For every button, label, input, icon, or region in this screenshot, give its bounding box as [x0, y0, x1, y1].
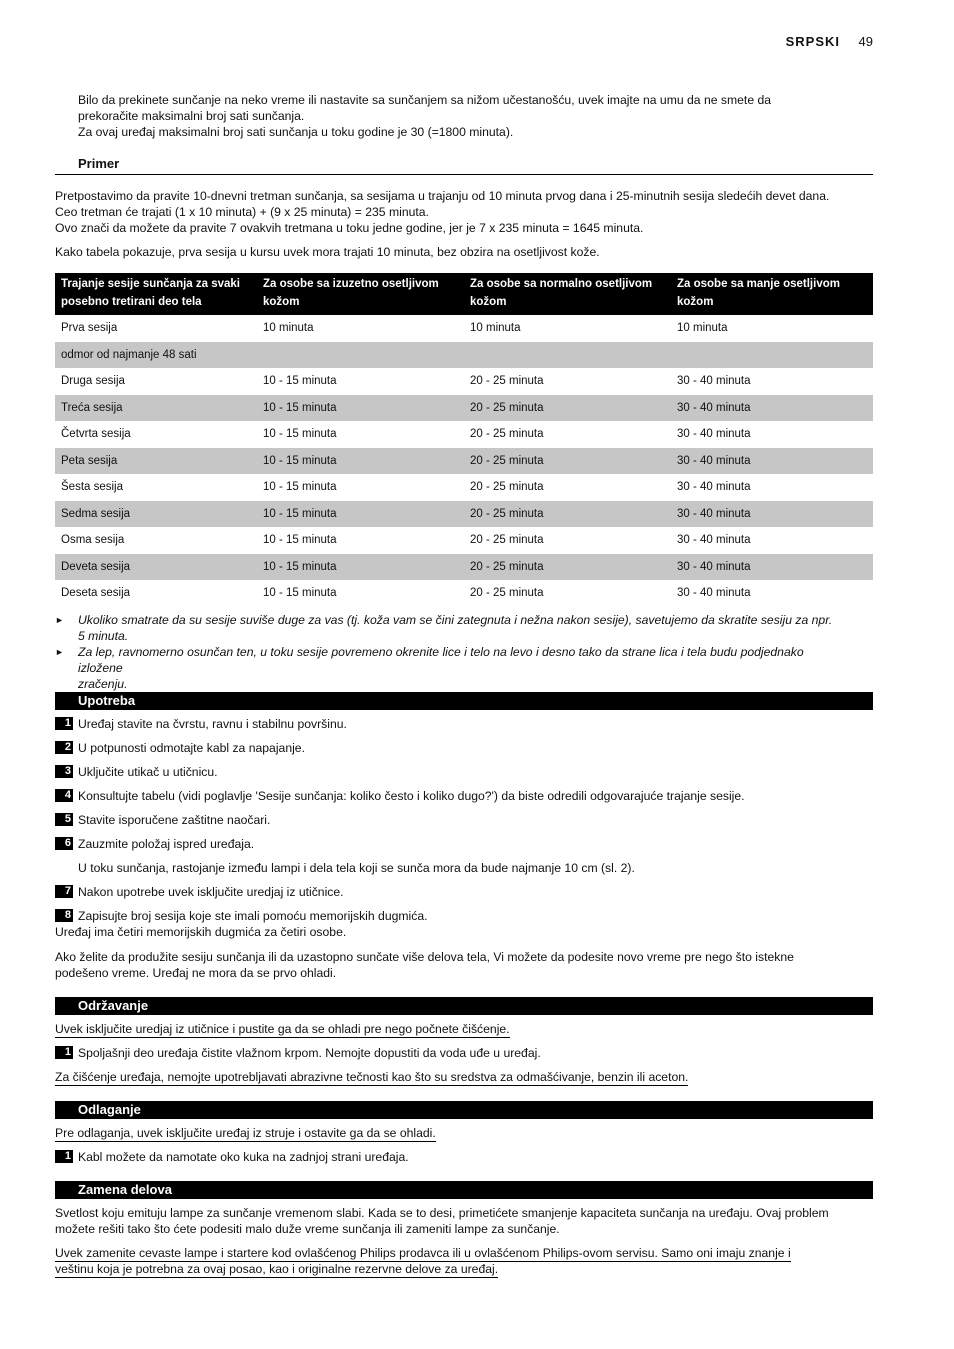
- step-text: Nakon upotrebe uvek isključite uredjaj iz utičnice.: [78, 885, 344, 899]
- usage-line: podešeno vreme. Uređaj ne mora da se prvo ohladi.: [55, 966, 337, 980]
- maintenance-heading: Održavanje: [78, 998, 149, 1013]
- replacement-warning: [55, 1245, 873, 1277]
- intro-paragraph: [78, 92, 858, 140]
- page-number: 49: [858, 34, 873, 49]
- usage-heading-bar: [55, 692, 873, 710]
- table-header-cell: Za osobe sa manje osetljivom kožom: [671, 273, 873, 315]
- table-cell: 30 - 40 minuta: [671, 554, 873, 581]
- table-cell: Treća sesija: [55, 395, 257, 422]
- step-text: Kabl možete da namotate oko kuka na zadnjoj strani uređaja.: [78, 1150, 409, 1164]
- table-cell: Prva sesija: [61, 322, 118, 335]
- table-cell: 10 - 15 minuta: [257, 395, 464, 422]
- table-cell: 20 - 25 minuta: [470, 375, 544, 388]
- tip-text: [78, 644, 848, 692]
- table-row: [55, 501, 873, 528]
- step-number: 6: [55, 837, 73, 850]
- table-cell: 20 - 25 minuta: [470, 587, 544, 600]
- table-cell: Šesta sesija: [61, 481, 124, 494]
- usage-step: [55, 908, 865, 924]
- language-label: SRPSKI: [785, 34, 840, 49]
- table-row: [55, 368, 873, 395]
- replacement-heading-bar: [55, 1181, 873, 1199]
- intro-line: prekoračite maksimalni broj sati sunčanja.: [78, 109, 305, 123]
- step-number: 1: [55, 717, 73, 730]
- table-cell: 10 - 15 minuta: [257, 554, 464, 581]
- table-cell: 20 - 25 minuta: [464, 448, 671, 475]
- tip-line: 5 minuta.: [78, 629, 129, 643]
- table-row: [55, 448, 873, 475]
- maintenance-heading-bar: [55, 997, 873, 1015]
- table-row: [55, 554, 873, 581]
- warning-text: veštinu koja je potrebna za ovaj posao, kao i originalne rezervne delove za uređaj.: [55, 1262, 499, 1276]
- table-row: [55, 527, 873, 554]
- step-text: Uključite utikač u utičnicu.: [78, 765, 218, 779]
- table-cell: 30 - 40 minuta: [671, 395, 873, 422]
- disposal-heading: Odlaganje: [78, 1102, 141, 1117]
- step-text: Stavite isporučene zaštitne naočari.: [78, 813, 271, 827]
- step-number: 3: [55, 765, 73, 778]
- table-cell: Sedma sesija: [55, 501, 257, 528]
- step-text: Spoljašnji deo uređaja čistite vlažnom krpom. Nemojte dopustiti da voda uđe u uređaj.: [78, 1046, 541, 1060]
- bullet-arrow-icon: ►: [55, 647, 64, 657]
- replacement-heading: Zamena delova: [78, 1182, 172, 1197]
- table-cell: 30 - 40 minuta: [671, 501, 873, 528]
- usage-step: [55, 884, 865, 900]
- step-text: Zapisujte broj sesija koje ste imali pomoću memorijskih dugmića.: [78, 909, 428, 923]
- example-line: Ceo tretman će trajati (1 x 10 minuta) + (9 x 25 minuta) = 235 minuta.: [55, 205, 429, 219]
- warning-text: Za čišćenje uređaja, nemojte upotrebljavati abrazivne tečnosti kao što su sredstva za odmašćivanje, benzin ili aceton.: [55, 1070, 689, 1084]
- table-cell: 10 minuta: [677, 322, 728, 335]
- table-cell: Deveta sesija: [55, 554, 257, 581]
- intro-line: Za ovaj uređaj maksimalni broj sati sunčanja u toku godine je 30 (=1800 minuta).: [78, 125, 514, 139]
- table-cell: 30 - 40 minuta: [677, 587, 751, 600]
- usage-step: [55, 812, 865, 828]
- warning-text: Uvek isključite uredjaj iz utičnice i pustite ga da se ohladi pre nego počnete čišćenje.: [55, 1022, 510, 1036]
- step-note: Uređaj ima četiri memorijskih dugmića za četiri osobe.: [55, 925, 347, 939]
- step-number: 2: [55, 741, 73, 754]
- step-number: 4: [55, 789, 73, 802]
- table-cell: 30 - 40 minuta: [677, 375, 751, 388]
- step-number: 1: [55, 1150, 73, 1163]
- table-row: [55, 395, 873, 422]
- replacement-line: Svetlost koju emituju lampe za sunčanje vremenom slabi. Kada se to desi, primetićete smanjenje kapaciteta sunčanja na uređaju. Ovaj problem: [55, 1206, 829, 1220]
- disposal-step: [55, 1149, 865, 1165]
- table-cell: odmor od najmanje 48 sati: [55, 342, 873, 369]
- step-note: U toku sunčanja, rastojanje između lampi i dela tela koji se sunča mora da bude najmanje 10 cm (sl. 2).: [78, 861, 635, 875]
- table-header-cell: Za osobe sa normalno osetljivom kožom: [464, 273, 671, 315]
- table-cell: 10 minuta: [263, 322, 314, 335]
- step-text: Uređaj stavite na čvrstu, ravnu i stabilnu površinu.: [78, 717, 347, 731]
- example-line: Pretpostavimo da pravite 10-dnevni tretman sunčanja, sa sesijama u trajanju od 10 minuta prvog dana i 25-minutnih sesija sledećih devet dana.: [55, 189, 830, 203]
- tip-line: zračenju.: [78, 677, 128, 691]
- usage-heading: Upotreba: [78, 693, 136, 708]
- step-text: Zauzmite položaj ispred uređaja.: [78, 837, 255, 851]
- table-row: [55, 474, 873, 501]
- table-cell: 10 - 15 minuta: [263, 534, 337, 547]
- table-cell: 20 - 25 minuta: [464, 501, 671, 528]
- example-heading: Primer: [78, 156, 120, 171]
- table-row: [55, 342, 873, 369]
- section-divider: [55, 174, 873, 175]
- tip-text: [78, 612, 848, 644]
- table-header-cell: Trajanje sesije sunčanja za svaki posebno tretirani deo tela: [55, 273, 257, 315]
- maintenance-step: [55, 1045, 865, 1061]
- step-text: Konsultujte tabelu (vidi poglavlje 'Sesije sunčanja: koliko često i koliko dugo?') da biste odredili odgovarajuće trajanje sesije.: [78, 789, 745, 803]
- disposal-warning: [55, 1125, 873, 1141]
- table-cell: 30 - 40 minuta: [671, 448, 873, 475]
- replacement-line: možete rešiti tako što ćete podesiti malo duže vreme sunčanja ili zameniti lampe za sunčanje.: [55, 1222, 560, 1236]
- usage-step: [55, 764, 865, 780]
- step-number: 7: [55, 885, 73, 898]
- usage-step: [55, 740, 865, 756]
- table-cell: 10 - 15 minuta: [263, 481, 337, 494]
- table-cell: 10 - 15 minuta: [263, 587, 337, 600]
- usage-paragraph: [55, 949, 855, 981]
- tip-line: Za lep, ravnomerno osunčan ten, u toku sesije povremeno okrenite lice i telo na levo i desno tako da strane lica i tela budu podjednako izložene: [78, 645, 804, 675]
- table-cell: 20 - 25 minuta: [464, 554, 671, 581]
- tip-line: Ukoliko smatrate da su sesije suviše duge za vas (tj. koža vam se čini zategnuta i nežna nakon sesije), savetujemo da skratite sesiju za npr.: [78, 613, 833, 627]
- table-cell: 10 - 15 minuta: [257, 501, 464, 528]
- table-cell: 10 - 15 minuta: [263, 428, 337, 441]
- bullet-arrow-icon: ►: [55, 615, 64, 625]
- table-cell: 20 - 25 minuta: [470, 481, 544, 494]
- warning-text: Pre odlaganja, uvek isključite uređaj iz struje i ostavite ga da se ohladi.: [55, 1126, 436, 1140]
- maintenance-warning: [55, 1069, 873, 1085]
- example-paragraph: [55, 188, 885, 236]
- example-line: Ovo znači da možete da pravite 7 ovakvih tretmana u toku jedne godine, jer je 7 x 235 minuta = 1645 minuta.: [55, 221, 644, 235]
- table-cell: 30 - 40 minuta: [677, 534, 751, 547]
- table-cell: Druga sesija: [61, 375, 125, 388]
- table-cell: Deseta sesija: [61, 587, 131, 600]
- usage-line: Ako želite da produžite sesiju sunčanja ili da uzastopno sunčate više delova tela, Vi možete da podesite novo vreme pre nego što istekne: [55, 950, 794, 964]
- usage-step: [55, 716, 865, 732]
- table-header-row: [55, 273, 873, 315]
- table-cell: 10 - 15 minuta: [263, 375, 337, 388]
- table-cell: 10 - 15 minuta: [257, 448, 464, 475]
- table-row: [55, 580, 873, 607]
- table-cell: Peta sesija: [55, 448, 257, 475]
- usage-step: [55, 788, 865, 804]
- intro-line: Bilo da prekinete sunčanje na neko vreme ili nastavite sa sunčanjem sa nižom učestanošću, uvek imajte na umu da ne smete da: [78, 93, 772, 107]
- table-header-cell: Za osobe sa izuzetno osetljivom kožom: [257, 273, 464, 315]
- session-duration-table: [55, 273, 873, 607]
- step-number: 8: [55, 909, 73, 922]
- table-cell: 20 - 25 minuta: [464, 395, 671, 422]
- table-cell: 30 - 40 minuta: [677, 481, 751, 494]
- table-cell: 10 minuta: [470, 322, 521, 335]
- table-intro-text: Kako tabela pokazuje, prva sesija u kursu uvek mora trajati 10 minuta, bez obzira na osetljivost kože.: [55, 245, 600, 259]
- table-cell: 30 - 40 minuta: [677, 428, 751, 441]
- table-cell: Osma sesija: [61, 534, 125, 547]
- table-cell: 20 - 25 minuta: [470, 534, 544, 547]
- warning-text: Uvek zamenite cevaste lampe i startere kod ovlašćenog Philips prodavca ili u ovlašćenom Philips-ovom servisu. Samo oni imaju znanje i: [55, 1246, 791, 1260]
- maintenance-warning: [55, 1021, 873, 1037]
- replacement-paragraph: [55, 1205, 855, 1237]
- step-text: U potpunosti odmotajte kabl za napajanje.: [78, 741, 305, 755]
- step-number: 5: [55, 813, 73, 826]
- table-cell: Četvrta sesija: [61, 428, 131, 441]
- usage-step: [55, 836, 865, 852]
- table-row: [55, 421, 873, 448]
- step-number: 1: [55, 1046, 73, 1059]
- disposal-heading-bar: [55, 1101, 873, 1119]
- table-row: [55, 315, 873, 342]
- table-cell: 20 - 25 minuta: [470, 428, 544, 441]
